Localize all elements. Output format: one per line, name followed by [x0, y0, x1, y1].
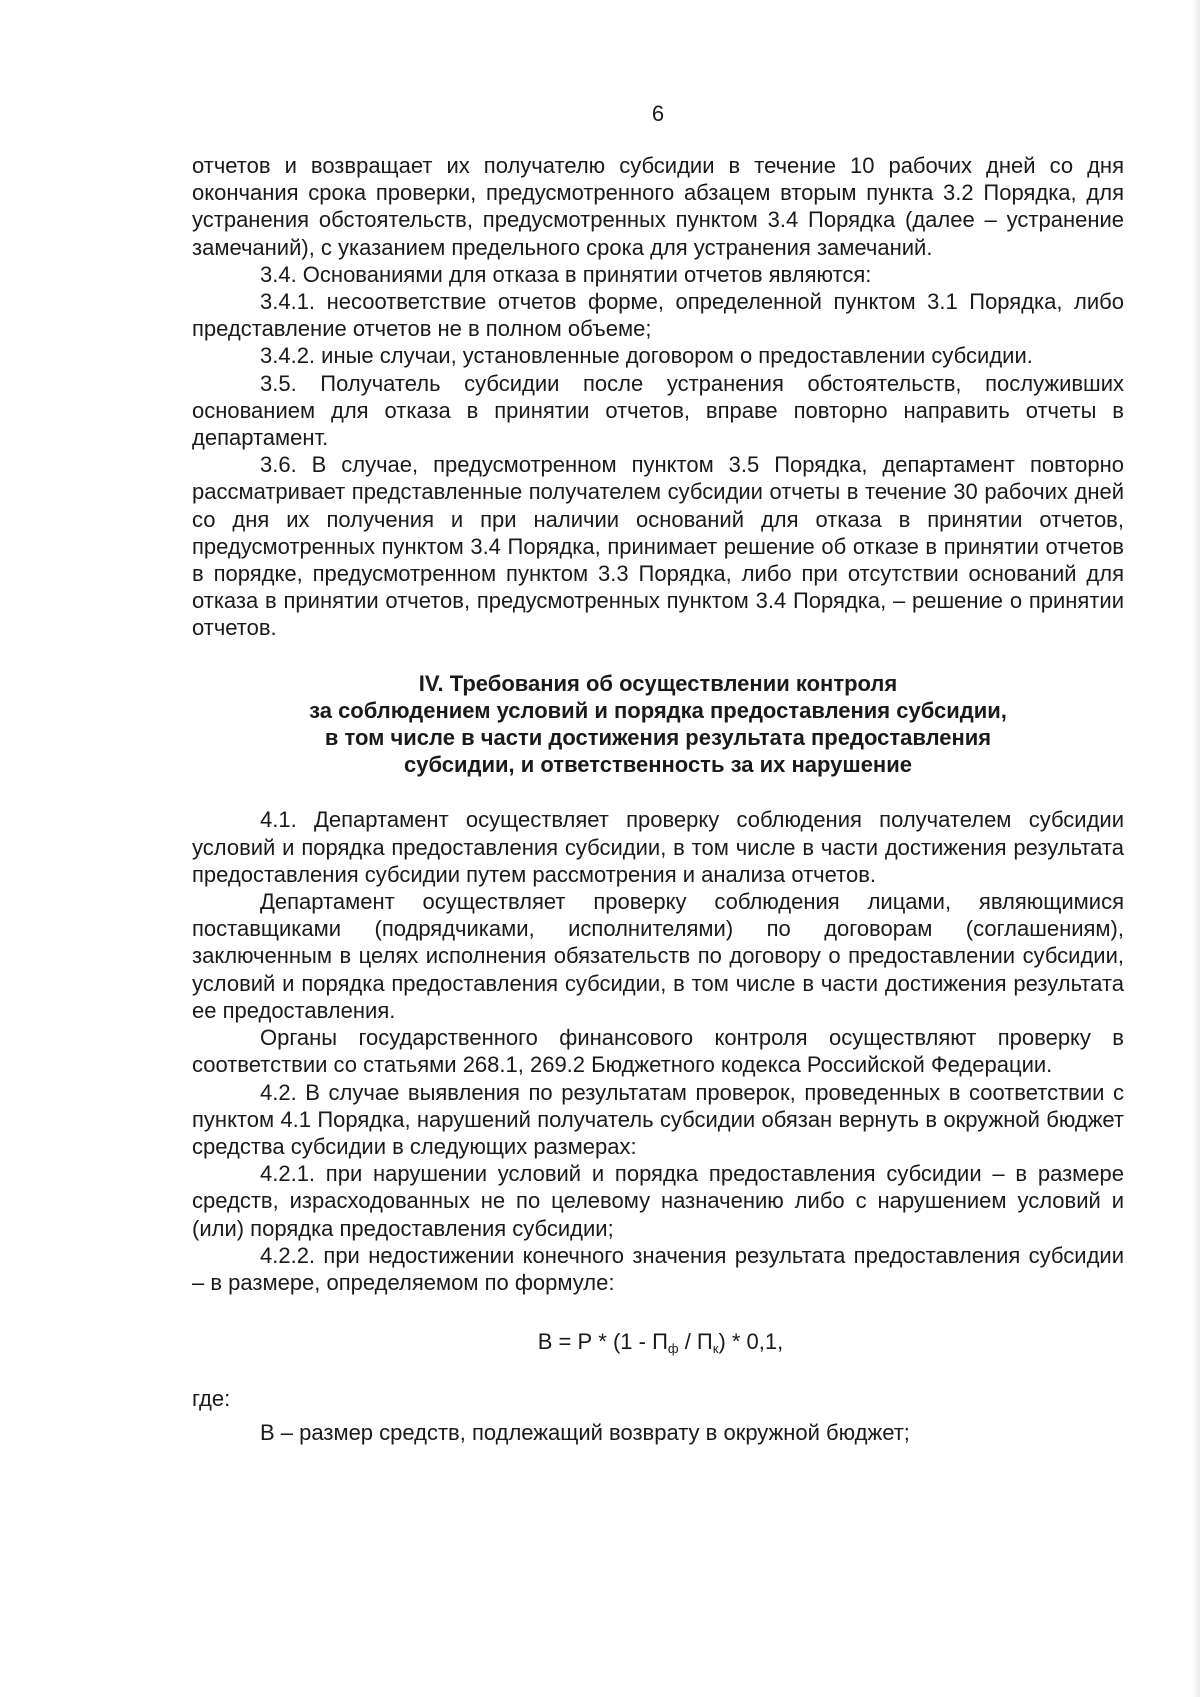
page-number: 6 — [651, 101, 665, 126]
formula-part: ) * 0,1, — [718, 1329, 784, 1355]
paragraph-financial-control: Органы государственного финансового контроля осуществляют проверку в соответствии со статьями 268.1, 269.2 Бюджетного кодекса Российской Федерации. — [192, 1025, 1124, 1078]
paragraph-3-4-2: 3.4.2. иные случаи, установленные договором о предоставлении субсидии. — [260, 343, 1033, 369]
paragraph-3-6: 3.6. В случае, предусмотренном пунктом 3.5 Порядка, департамент повторно рассматривает представленные получателем субсидии отчеты в течение 30 рабочих дней со дня их получения и при наличии оснований для отказа в принятии отчетов, предусмотренных пунктом 3.4 Порядка, принимает решение об отказе в принятии отчетов в порядке, предусмотренном пунктом 3.3 Порядка, либо при отсутствии оснований для отказа в принятии отчетов, предусмотренных пунктом 3.4 Порядка, – решение о принятии отчетов. — [192, 452, 1124, 641]
formula-subscript: ф — [667, 1341, 679, 1357]
return-amount-formula — [192, 1328, 1124, 1355]
definition-v: В – размер средств, подлежащий возврату в окружной бюджет; — [260, 1419, 910, 1445]
paragraph-3-4-1: 3.4.1. несоответствие отчетов форме, определенной пунктом 3.1 Порядка, либо представление отчетов не в полном объеме; — [192, 289, 1124, 342]
where-label: где: — [192, 1386, 231, 1412]
paragraph-department-check: Департамент осуществляет проверку соблюдения лицами, являющимися поставщиками (подрядчиками, исполнителями) по договорам (соглашениям), заключенным в целях исполнения обязательств по договору о предоставлении субсидии, условий и порядка предоставления субсидии, в том числе в части достижения результата ее предоставления. — [192, 889, 1124, 1023]
paragraph-4-2-1: 4.2.1. при нарушении условий и порядка предоставления субсидии – в размере средств, израсходованных не по целевому назначению либо с нарушением условий и (или) порядка предоставления субсидии; — [192, 1161, 1124, 1241]
formula-part: / П — [678, 1329, 713, 1355]
paragraph-4-1: 4.1. Департамент осуществляет проверку соблюдения получателем субсидии условий и порядка предоставления субсидии, в том числе в части достижения результата предоставления субсидии путем рассмотрения и анализа отчетов. — [192, 807, 1124, 887]
paragraph-3-5: 3.5. Получатель субсидии после устранения обстоятельств, послуживших основанием для отказа в принятии отчетов, вправе повторно направить отчеты в департамент. — [192, 370, 1124, 451]
page-edge-shadow — [1192, 0, 1200, 1697]
section-heading-line: субсидии, и ответственность за их нарушение — [404, 752, 912, 778]
section-heading-line: в том числе в части достижения результата предоставления — [324, 725, 992, 751]
section-heading-line: за соблюдением условий и порядка предоставления субсидии, — [309, 697, 1007, 723]
paragraph-4-2: 4.2. В случае выявления по результатам проверок, проведенных в соответствии с пунктом 4.1 Порядка, нарушений получатель субсидии обязан вернуть в окружной бюджет средства субсидии в следующих размерах: — [192, 1079, 1124, 1159]
document-body — [192, 152, 1124, 1446]
formula-part: В = Р * (1 - П — [537, 1329, 668, 1355]
section-heading — [192, 670, 1124, 779]
paragraph-3-4: 3.4. Основаниями для отказа в принятии отчетов являются: — [260, 261, 872, 287]
section-heading-line: IV. Требования об осуществлении контроля — [418, 670, 898, 696]
formula-subscript: к — [712, 1341, 719, 1357]
paragraph-continuation: отчетов и возвращает их получателю субсидии в течение 10 рабочих дней со дня окончания срока проверки, предусмотренного абзацем вторым пункта 3.2 Порядка, для устранения обстоятельств, предусмотренных пунктом 3.4 Порядка (далее – устранение замечаний), с указанием предельного срока для устранения замечаний. — [192, 153, 1124, 260]
paragraph-4-2-2: 4.2.2. при недостижении конечного значения результата предоставления субсидии – в размере, определяемом по формуле: — [192, 1242, 1124, 1295]
